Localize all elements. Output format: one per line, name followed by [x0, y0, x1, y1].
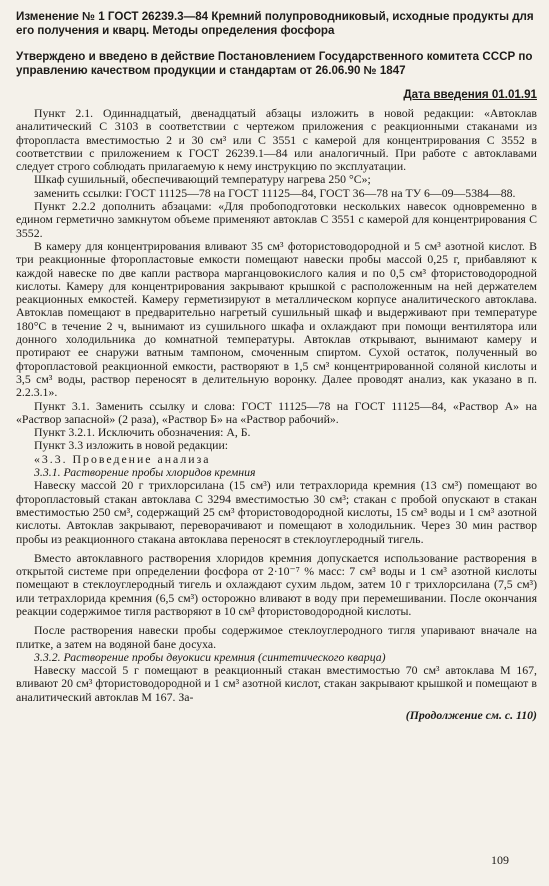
approval-statement: Утверждено и введено в действие Постановлением Государственного комитета СССР по управлению качеством продукции и стандартам от 26.06.90 № 1847 [16, 50, 533, 77]
subsection-heading-silica: 3.3.2. Растворение пробы двуокиси кремния (синтетического кварца) [34, 649, 386, 664]
section-heading-analysis: «3.3. Проведение анализа [34, 451, 211, 466]
paragraph-evaporation: После растворения навески пробы содержимое стеклоуглеродного тигля упаривают вначале на плитке, а затем на водяной бане досуха. [16, 623, 537, 651]
paragraph-open-system: Вместо автоклавного растворения хлоридов кремния допускается использование растворения в открытой системе при определении фосфора от 2·10⁻⁷ % масс: 7 см³ воды и 1 см³ азотной кислоты помещают в стеклоуглеродный тигель и охлаждают сухим льдом, затем 10 г трихлорсилана (7,5 см³) или тетрахлорида кремния (6,5 см³) осторожно вливают в воду при перемешивании. После окончания реакции содержимое тигля растворяют в 10 см³ фтористоводородной кислоты. [16, 550, 537, 618]
effective-date: Дата введения 01.01.91 [403, 88, 537, 101]
paragraph-drying-cabinet: Шкаф сушильный, обеспечивающий температуру нагрева 250 °С»; [34, 172, 371, 187]
paragraph-3-2-1: Пункт 3.2.1. Исключить обозначения: А, Б. [34, 425, 251, 440]
continued-note: (Продолжение см. с. 110) [405, 708, 537, 723]
paragraph-silica-sample: Навеску массой 5 г помещают в реакционный стакан вместимостью 70 см³ автоклава М 167, вливают 20 см³ фтористоводородной и 1 см³ азотной кислот, стакан закрывают крышкой и помещают в аналитический автоклав М 167. За- [16, 663, 537, 704]
paragraph-concentration-chamber: В камеру для концентрирования вливают 35 см³ фотористоводородной и 5 см³ азотной кислот. В три реакционные фторопластовые емкости помещают навески пробы массой 0,25 г, прибавляют к каждой навеске по две капли раствора марганцовокислого калия и по 0,5 см³ фтористоводородной кислоты. Камеру для концентрирования закрывают крышкой с расположенным на ней держателем реакционных емкостей. Камеру герметизируют в металлическом корпусе аналитического автоклава. Автоклав помещают в предварительно нагретый сушильный шкаф и выдерживают при температуре 180°С в течение 2 ч, вынимают из сушильного шкафа и охлаждают при помощи вентилятора или донного холодильника до комнатной температуры. Автоклав открывают, вынимают камеру и протирают ее снаружи ватным тампоном, смоченным спиртом. Сухой остаток, полученный во фторопластовой реакционной емкости, растворяют в 1,5 см³ концентрированной соляной кислоты и 3,5 см³ воды, раствор переносят в делительную воронку. Далее проводят анализ, как указано в п. 2.2.3.1». [16, 238, 537, 400]
amendment-title: Изменение № 1 ГОСТ 26239.3—84 Кремний полупроводниковый, исходные продукты для его получения и кварц. Методы определения фосфора [16, 10, 534, 37]
paragraph-sample-weighing: Навеску массой 20 г трихлорсилана (15 см³) или тетрахлорида кремния (13 см³) помещают во фторопластовый стакан автоклава С 3294 вместимостью 30 см³; стакан с пробой опускают в стакан вместимостью 250 см³, содержащий 25 см³ фтористоводородной кислоты, 15 см³ воды и 1 см³ азотной кислоты. Автоклав закрывают, переворачивают и помещают в холодильник. Через 30 мин раствор пробы из реакционного стакана автоклава переносят в стеклоуглеродный тигель. [16, 478, 537, 546]
subsection-heading-chlorides: 3.3.1. Растворение пробы хлоридов кремния [34, 465, 256, 480]
paragraph-references: заменить ссылки: ГОСТ 11125—78 на ГОСТ 11125—84, ГОСТ 36—78 на ТУ 6—09—5384—88. [34, 185, 516, 200]
page-number: 109 [491, 853, 509, 867]
paragraph-3-3: Пункт 3.3 изложить в новой редакции: [34, 438, 229, 453]
paragraph-2-2-2: Пункт 2.2.2 дополнить абзацами: «Для пробоподготовки нескольких навесок одновременно в едином герметично замкнутом объеме применяют автоклав С 3551 с камерой для концентрирования С 3552. [16, 199, 537, 240]
paragraph-3-1: Пункт 3.1. Заменить ссылку и слова: ГОСТ 11125—78 на ГОСТ 11125—84, «Раствор А» на «Раствор запасной» (2 раза), «Раствор Б» на «Раствор рабочий». [16, 398, 537, 426]
paragraph-2-1: Пункт 2.1. Одиннадцатый, двенадцатый абзацы изложить в новой редакции: «Автоклав аналитический С 3103 в соответствии с чертежом приложения с реакционными стаканами из фторопласта вместимостью 2 и 30 см³ или С 3551 с камерой для концентрирования С 3552 в соответствии с приложением к ГОСТ 26239.1—84 или аналогичный. При работе с автоклавами следует строго соблюдать прилагаемую к нему инструкцию по эксплуатации. [16, 106, 537, 174]
